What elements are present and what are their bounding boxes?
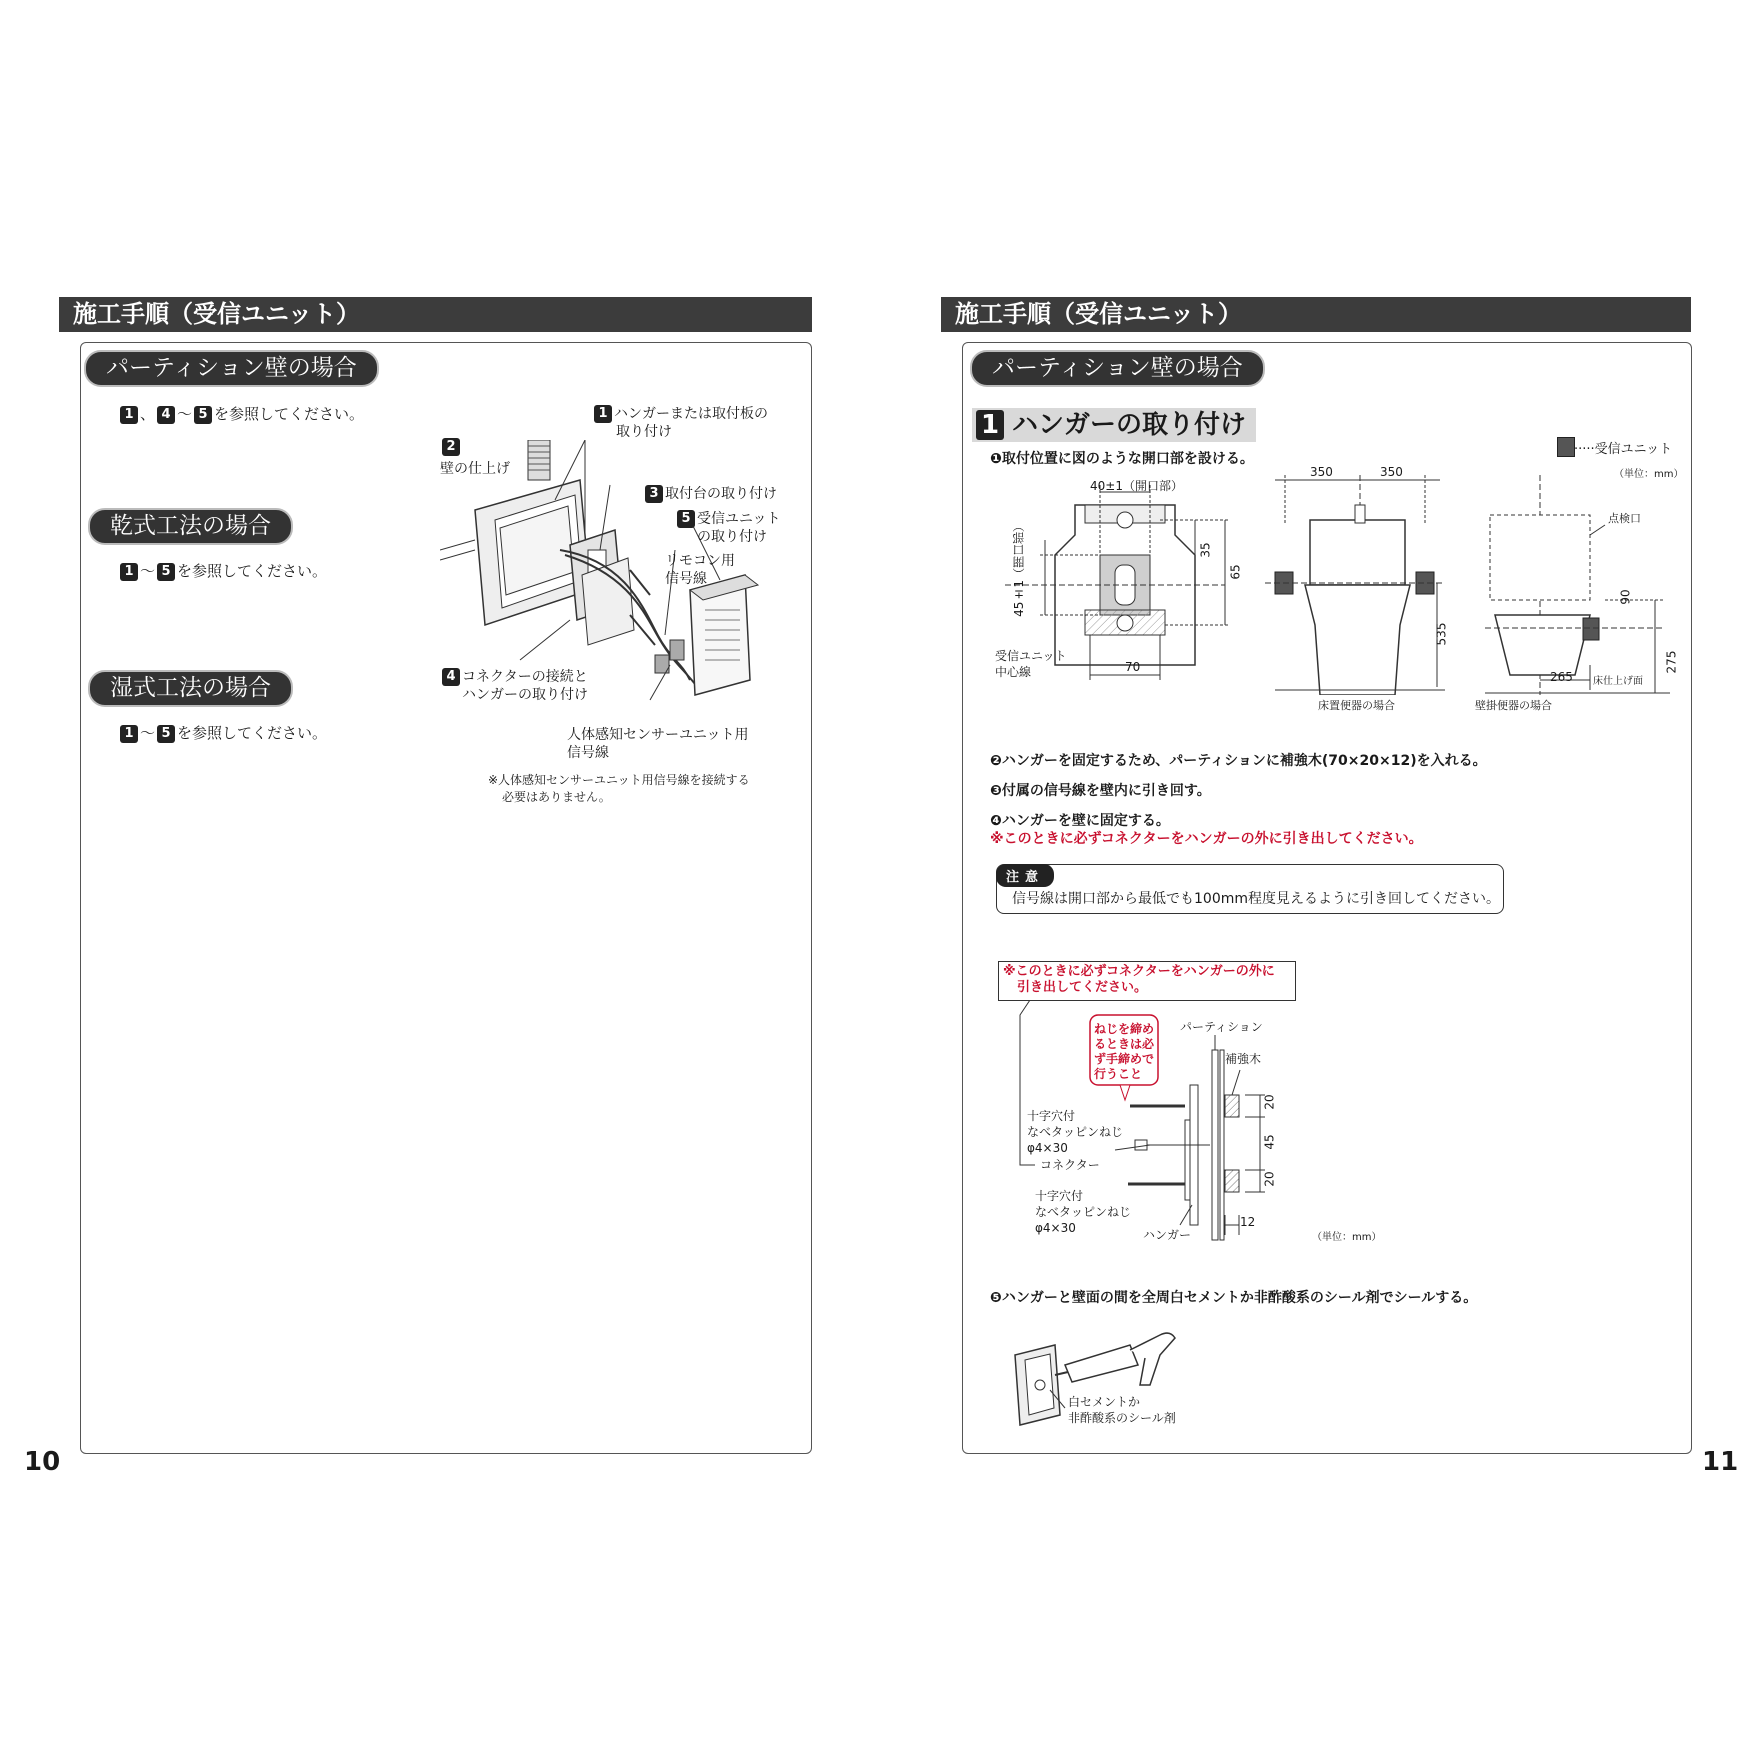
step5-text: 受信ユニット — [697, 511, 781, 527]
step-badge: 5 — [194, 406, 212, 424]
step3-text: 取付台の取り付け — [665, 486, 777, 502]
sensor-text: 人体感知センサーユニット用 — [567, 727, 749, 743]
instruction-2: ❷ハンガーを固定するため、パーティションに補強木(70×20×12)を入れる。 — [990, 753, 1487, 769]
left-dry-ref — [118, 560, 327, 581]
step5-text2: の取り付け — [697, 529, 767, 545]
bubble-line4: 行うこと — [1094, 1067, 1143, 1081]
screw1-label — [1027, 1108, 1123, 1156]
screw2-b: なべタッピンねじ — [1035, 1205, 1132, 1219]
floor-finish-label: 床仕上げ面 — [1593, 676, 1643, 687]
screw-caution-bubble — [1094, 1022, 1154, 1082]
step-badge: 1 — [120, 406, 138, 424]
label-step3 — [643, 483, 777, 503]
dim-45: 45 — [1262, 1134, 1277, 1150]
step-badge: 4 — [157, 406, 175, 424]
step-badge: 1 — [120, 725, 138, 743]
label-step4 — [440, 668, 588, 704]
hanger-label: ハンガー — [1143, 1228, 1192, 1242]
right-page-number: 11 — [1702, 1447, 1739, 1477]
label-step2 — [440, 436, 510, 480]
tilde-text: ～ — [140, 724, 156, 742]
dim-20-top: 20 — [1262, 1094, 1277, 1110]
screw2-a: 十字穴付 — [1035, 1189, 1084, 1203]
remote-text2: 信号線 — [665, 571, 707, 587]
screw2-c: φ4×30 — [1035, 1221, 1076, 1235]
step1-text2: 取り付け — [616, 424, 672, 440]
legend-receiver-text: ·····受信ユニット — [1574, 442, 1673, 457]
step-badge: 1 — [594, 405, 612, 423]
remote-text: リモコン用 — [665, 553, 735, 569]
sealant-label — [1068, 1394, 1176, 1426]
instruction-3: ❸付属の信号線を壁内に引き回す。 — [990, 783, 1211, 799]
fig4-warn-line1: ※このときに必ずコネクターをハンガーの外に — [1003, 964, 1275, 979]
left-wet-title: 湿式工法の場合 — [88, 670, 293, 707]
dim-20-bottom: 20 — [1262, 1171, 1277, 1187]
label-remote-wire — [665, 552, 735, 588]
screw1-a: 十字穴付 — [1027, 1109, 1076, 1123]
connector-label: コネクター — [1040, 1158, 1100, 1172]
step-badge: 2 — [442, 438, 460, 456]
footnote-text: ※人体感知センサーユニット用信号線を接続する — [488, 773, 750, 787]
screw2-label — [1035, 1188, 1131, 1236]
floor-toilet-caption: 床置便器の場合 — [1318, 699, 1395, 712]
instruction-5: ❺ハンガーと壁面の間を全周白セメントか非酢酸系のシール剤でシールする。 — [990, 1290, 1478, 1306]
sep-text: 、 — [140, 405, 156, 423]
step4-text2: ハンガーの取り付け — [462, 687, 588, 703]
fig4-warn-line2: 引き出してください。 — [1017, 980, 1148, 995]
footnote-text2: 必要はありません。 — [502, 790, 611, 804]
dim-275: 275 — [1664, 650, 1679, 674]
center-line-label — [995, 648, 1067, 680]
instruction-1: ❶取付位置に図のような開口部を設ける。 — [990, 451, 1254, 467]
dim-535: 535 — [1434, 622, 1449, 646]
sensor-text2: 信号線 — [567, 745, 609, 761]
ref-text: を参照してください。 — [177, 724, 328, 742]
dim-350-right: 350 — [1380, 465, 1403, 479]
left-partition-title: パーティション壁の場合 — [84, 350, 379, 387]
dim-12: 12 — [1240, 1215, 1256, 1229]
instruction-4-warning: ※このときに必ずコネクターをハンガーの外に引き出してください。 — [990, 831, 1423, 847]
screw1-b: なべタッピンねじ — [1027, 1125, 1124, 1139]
fig4-warning-text — [1003, 964, 1275, 996]
step-badge: 5 — [157, 725, 175, 743]
sealant-label2: 非酢酸系のシール剤 — [1068, 1411, 1176, 1425]
dim-65: 65 — [1228, 564, 1243, 580]
step-badge: 4 — [442, 668, 460, 686]
bubble-line1: ねじを締め — [1094, 1022, 1155, 1036]
left-dry-title: 乾式工法の場合 — [88, 508, 293, 545]
instruction-4: ❹ハンガーを壁に固定する。 — [990, 813, 1170, 829]
wood-label: 補強木 — [1225, 1052, 1262, 1066]
dim-90: 90 — [1618, 589, 1633, 605]
inspection-label: 点検口 — [1608, 512, 1641, 525]
step-badge: 5 — [677, 510, 695, 528]
left-wet-ref — [118, 722, 327, 743]
left-page-header: 施工手順（受信ユニット） — [59, 297, 812, 332]
left-page-number: 10 — [24, 1447, 61, 1477]
label-step1 — [592, 405, 768, 441]
right-partition-title: パーティション壁の場合 — [970, 350, 1265, 387]
bubble-line3: ず手締めで — [1094, 1052, 1155, 1066]
unit-note-top: （単位：mm） — [1614, 469, 1684, 480]
step1-hanger-title — [972, 408, 1256, 442]
dim-265: 265 — [1550, 670, 1573, 684]
bubble-line2: るときは必 — [1094, 1037, 1155, 1051]
ref-text: を参照してください。 — [214, 405, 365, 423]
screw1-c: φ4×30 — [1027, 1141, 1068, 1155]
center-label-text: 受信ユニット — [995, 649, 1067, 663]
step-badge: 1 — [120, 563, 138, 581]
right-page-header: 施工手順（受信ユニット） — [941, 297, 1691, 332]
floor-toilet-figure — [1265, 465, 1445, 695]
dim-70: 70 — [1125, 660, 1141, 674]
ref-text: を参照してください。 — [177, 562, 328, 580]
step2-text: 壁の仕上げ — [440, 461, 510, 477]
wall-toilet-caption: 壁掛便器の場合 — [1475, 699, 1552, 712]
legend-receiver-swatch — [1557, 437, 1575, 457]
left-footnote — [488, 772, 750, 806]
step1-text: ハンガーまたは取付板の — [614, 406, 768, 422]
partition-label: パーティション — [1180, 1020, 1263, 1034]
sealant-label1: 白セメントか — [1068, 1395, 1141, 1409]
unit-note-fig4: （単位：mm） — [1312, 1232, 1382, 1243]
center-label-text2: 中心線 — [995, 665, 1032, 679]
dim-opening-height: 45±1（開口部） — [1012, 520, 1026, 617]
step-number: 1 — [976, 410, 1004, 440]
label-step5 — [675, 510, 780, 546]
step4-text: コネクターの接続と — [462, 669, 588, 685]
dim-35: 35 — [1198, 542, 1213, 558]
dim-opening-width: 40±1（開口部） — [1090, 479, 1183, 493]
step-badge: 5 — [157, 563, 175, 581]
wall-toilet-figure — [1465, 475, 1675, 695]
dim-350-left: 350 — [1310, 465, 1333, 479]
step-badge: 3 — [645, 485, 663, 503]
caution-tag: 注意 — [996, 864, 1054, 887]
step-title-text: ハンガーの取り付け — [1012, 410, 1247, 440]
label-sensor-wire — [567, 726, 748, 762]
caution-text: 信号線は開口部から最低でも100mm程度見えるように引き回してください。 — [1012, 891, 1500, 907]
tilde-text: ～ — [177, 405, 193, 423]
left-partition-ref — [118, 403, 364, 424]
tilde-text: ～ — [140, 562, 156, 580]
